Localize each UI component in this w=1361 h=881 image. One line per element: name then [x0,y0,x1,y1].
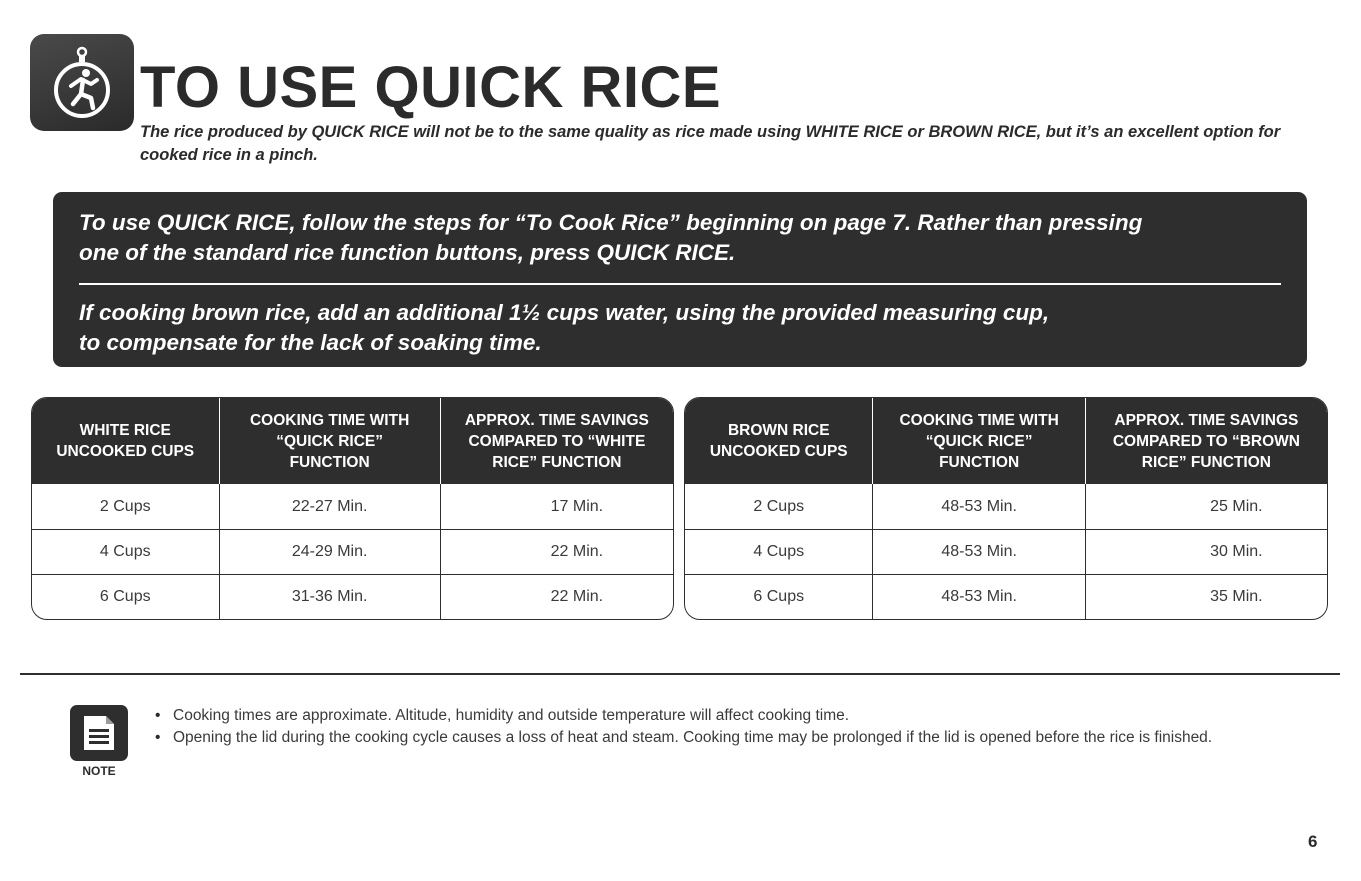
note-document-icon [70,705,128,761]
callout-line: to compensate for the lack of soaking time. [79,329,542,355]
table-cell: 48-53 Min. [872,484,1084,529]
table-cell: 31-36 Min. [219,574,440,619]
list-item: • Cooking times are approximate. Altitude, humidity and outside temperature will affect cooking time. [155,705,1212,727]
callout-line: To use QUICK RICE, follow the steps for “To Cook Rice” beginning on page 7. Rather than pressing [79,210,1143,235]
table-header-cell: APPROX. TIME SAVINGS COMPARED TO “WHITE RICE” FUNCTION [440,398,673,484]
table-row [32,529,673,574]
list-item: • Opening the lid during the cooking cycle causes a loss of heat and steam. Cooking time may be prolonged if the lid is opened before the rice is finished. [155,727,1212,749]
brown-rice-table [684,397,1328,620]
table-header-cell: APPROX. TIME SAVINGS COMPARED TO “BROWN RICE” FUNCTION [1085,398,1327,484]
callout-divider [79,283,1281,285]
table-header-row [32,398,673,484]
table-cell: 2 Cups [753,497,805,515]
table-cell: 24-29 Min. [219,529,440,574]
table-cell: 22-27 Min. [219,484,440,529]
table-header-cell: COOKING TIME WITH “QUICK RICE” FUNCTION [219,398,440,484]
white-rice-table [31,397,674,620]
stopwatch-runner-icon [30,34,134,131]
note-list [155,705,1212,749]
table-header-cell: WHITE RICE UNCOOKED CUPS [32,398,219,484]
table-cell: 48-53 Min. [872,574,1084,619]
table-cell: 6 Cups [685,574,872,619]
page-number: 6 [1308,832,1318,851]
intro-text: The rice produced by QUICK RICE will not be to the same quality as rice made using WHITE RICE or BROWN RICE, but it’s an excellent option for cooked rice in a pinch. [140,123,1281,164]
table-cell: 35 Min. [1085,574,1327,619]
table-cell: 6 Cups [32,574,219,619]
table-row [685,484,1327,529]
table-cell: 2 Cups [99,497,151,515]
instruction-callout [53,192,1307,367]
table-cell: 4 Cups [32,529,219,574]
table-cell: 25 Min. [1085,484,1327,529]
table-header-cell: BROWN RICE UNCOOKED CUPS [685,398,872,484]
callout-line: If cooking brown rice, add an additional 1½ cups water, using the provided measuring cup, [79,299,1050,325]
table-row [32,574,673,619]
table-row [685,574,1327,619]
table-cell: 48-53 Min. [872,529,1084,574]
table-row [32,484,673,529]
note-label: NOTE [82,764,116,778]
table-header-row [685,398,1327,484]
table-cell: 22 Min. [440,574,673,619]
page-title: TO USE QUICK RICE [140,55,722,120]
table-cell: 22 Min. [440,529,673,574]
callout-line: one of the standard rice function buttons, press QUICK RICE. [79,240,736,265]
section-divider [20,673,1340,675]
table-cell: 30 Min. [1085,529,1327,574]
table-header-cell: COOKING TIME WITH “QUICK RICE” FUNCTION [872,398,1084,484]
table-cell: 17 Min. [440,484,673,529]
table-cell: 4 Cups [685,529,872,574]
table-row [685,529,1327,574]
